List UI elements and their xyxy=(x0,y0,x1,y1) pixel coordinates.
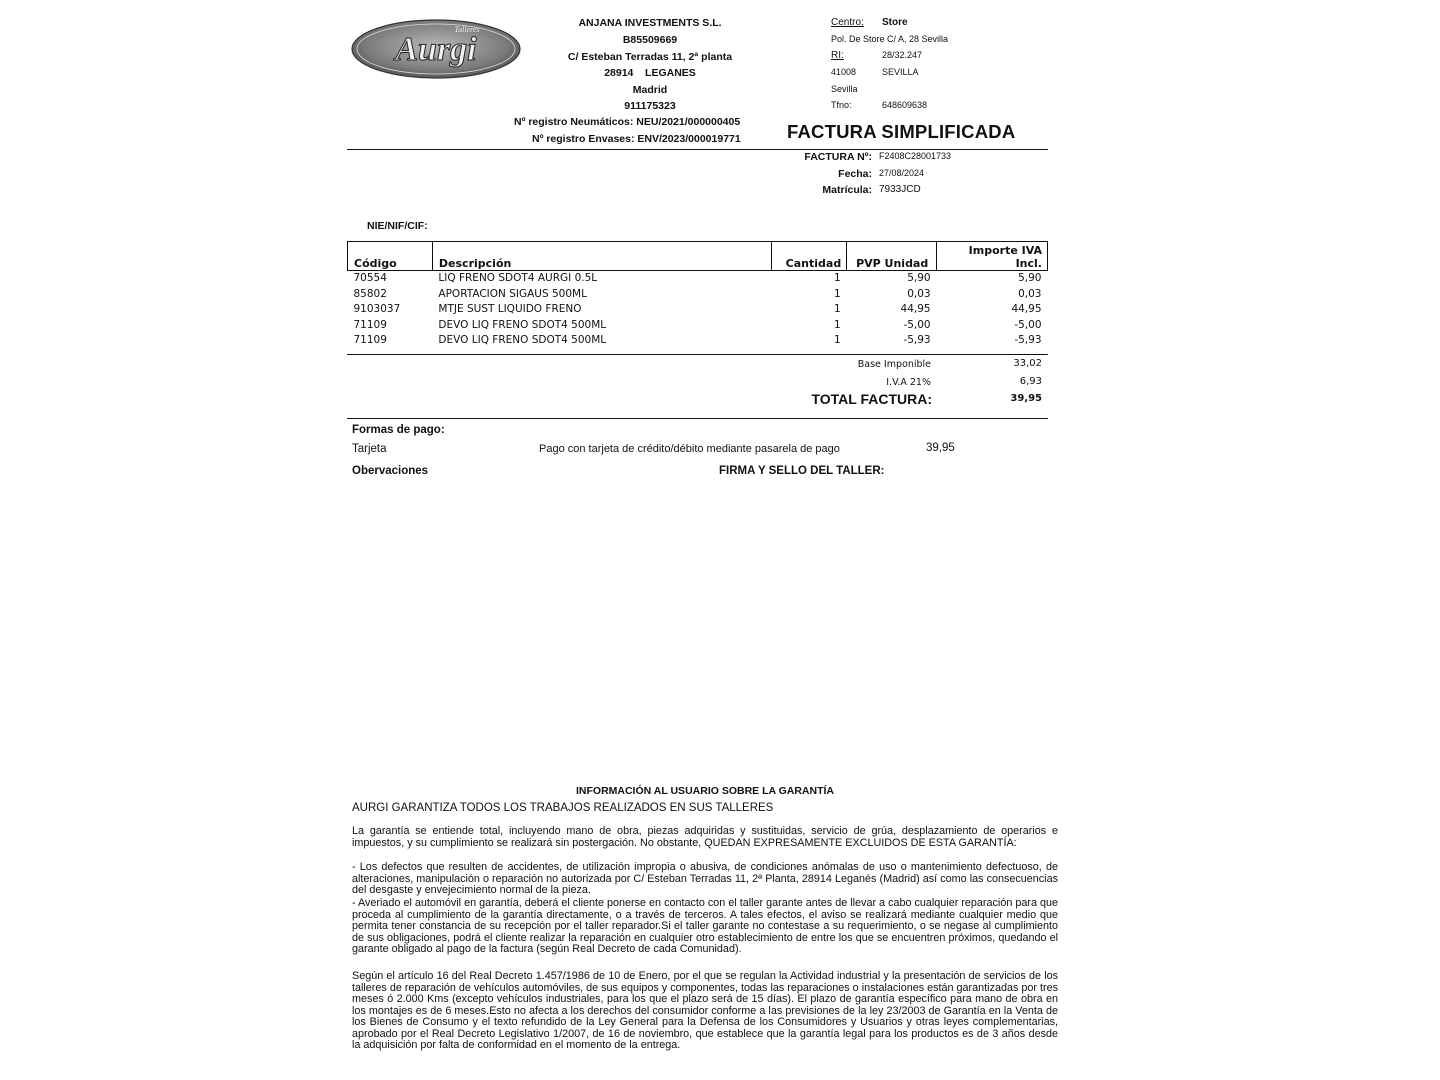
cell-importe: 0,03 xyxy=(1018,287,1042,300)
table-row xyxy=(348,333,1048,349)
cell-codigo: 71109 xyxy=(353,318,387,331)
cell-pvp: 5,90 xyxy=(907,272,931,284)
col-pvp: PVP Unidad xyxy=(847,242,937,271)
observaciones-label: Obervaciones xyxy=(352,465,429,477)
cell-codigo: 85802 xyxy=(353,287,387,300)
col-codigo: Código xyxy=(348,242,433,271)
warranty-title: INFORMACIÓN AL USUARIO SOBRE LA GARANTÍA xyxy=(575,785,835,797)
logo-tagline: Talleres xyxy=(454,25,480,34)
cell-cantidad: 1 xyxy=(834,287,841,300)
iva-value: 6,93 xyxy=(1019,376,1042,387)
centro-value: Store xyxy=(882,17,908,28)
warranty-paragraph: - Averiado el automóvil en garantía, deberá el cliente ponerse en contacto con el taller garante antes de llevar a cabo cualquier reparación para que proceda al cumplimiento de la garantía directamente, o a través de terceros. A tales efectos, el aviso se realizará mediante cualquier medio que permita tener constancia de su recepción por el taller reparador.Si el taller garante no contestase a su requerimiento, o se negase al cumplimiento de sus obligaciones, podrá el cliente realizar la reparación en cualquier otro establecimiento de entre los que se encuentren próximos, quedando el garante obligado al pago de la factura (según Real Decreto de cada Comunidad). xyxy=(352,897,1058,955)
col-cantidad: Cantidad xyxy=(772,242,847,271)
invoice-date: 27/08/2024 xyxy=(879,168,925,178)
document-title: FACTURA SIMPLIFICADA xyxy=(787,121,1016,142)
cell-descripcion: LIQ FRENO SDOT4 AURGI 0.5L xyxy=(438,272,598,284)
cell-codigo: 9103037 xyxy=(353,303,401,315)
table-row xyxy=(348,302,1048,318)
cell-descripcion: DEVO LIQ FRENO SDOT4 500ML xyxy=(438,318,607,331)
tfno-label: Tfno: xyxy=(831,100,852,110)
cell-descripcion: MTJE SUST LIQUIDO FRENO xyxy=(438,303,582,315)
table-header-row xyxy=(348,242,1048,271)
store-city: SEVILLA xyxy=(882,67,919,77)
store-province: Sevilla xyxy=(831,84,858,94)
cell-importe: 5,90 xyxy=(1018,272,1042,284)
cell-cantidad: 1 xyxy=(834,318,841,331)
tfno-value: 648609638 xyxy=(882,100,928,110)
cell-cantidad: 1 xyxy=(834,334,841,346)
cell-pvp: -5,93 xyxy=(903,334,931,346)
table-row xyxy=(348,271,1048,287)
items-table xyxy=(347,241,1048,349)
cell-pvp: 0,03 xyxy=(907,287,931,300)
payment-amount: 39,95 xyxy=(926,442,955,454)
cell-pvp: 44,95 xyxy=(900,303,931,315)
cell-importe: -5,00 xyxy=(1014,318,1042,331)
reg-neumaticos: Nº registro Neumáticos: NEU/2021/000000405 xyxy=(514,116,741,128)
company-city: 28914 LEGANES xyxy=(604,67,696,79)
plate-value: 7933JCD xyxy=(879,184,921,195)
ri-value: 28/32.247 xyxy=(882,50,923,60)
cell-importe: -5,93 xyxy=(1014,334,1042,346)
company-name: ANJANA INVESTMENTS S.L. xyxy=(578,17,722,29)
cell-descripcion: APORTACION SIGAUS 500ML xyxy=(438,287,587,300)
warranty-subtitle: AURGI GARANTIZA TODOS LOS TRABAJOS REALIZADOS EN SUS TALLERES xyxy=(352,802,774,814)
logo-brand: Aurgi xyxy=(395,31,477,68)
nif-label: NIE/NIF/CIF: xyxy=(367,220,428,232)
invoice-number-label: FACTURA Nº: xyxy=(804,151,872,163)
warranty-paragraph: - Los defectos que resulten de accidentes, de utilización impropia o abusiva, de condiciones anómalas de uso o mantenimiento defectuoso, de alteraciones, manipulación o reparación no autorizada por C/ Esteban Terradas 11, 2ª Planta, 28914 Leganés (Madrid) así como las consecuencias del desgaste y envejecimiento normal de la pieza. xyxy=(352,861,1058,896)
cell-codigo: 71109 xyxy=(353,334,387,346)
cell-cantidad: 1 xyxy=(834,303,841,315)
reg-envases: Nº registro Envases: ENV/2023/000019771 xyxy=(532,133,741,145)
cell-codigo: 70554 xyxy=(353,272,387,284)
company-cif: B85509669 xyxy=(622,34,678,46)
company-phone: 911175323 xyxy=(624,100,676,112)
invoice-date-label: Fecha: xyxy=(838,168,872,180)
payment-method: Tarjeta xyxy=(352,443,387,455)
company-address: C/ Esteban Terradas 11, 2ª planta xyxy=(567,51,733,63)
invoice-number: F2408C28001733 xyxy=(879,151,952,161)
iva-label: I.V.A 21% xyxy=(886,377,931,388)
cell-cantidad: 1 xyxy=(834,272,841,284)
col-descripcion: Descripción xyxy=(432,242,771,271)
centro-label: Centro: xyxy=(831,17,864,28)
payment-divider xyxy=(347,418,1048,419)
store-address: Pol. De Store C/ A, 28 Sevilla xyxy=(831,34,949,44)
payment-description: Pago con tarjeta de crédito/débito mediante pasarela de pago xyxy=(539,443,840,455)
ri-label: RI: xyxy=(831,50,844,61)
header-divider xyxy=(347,149,1048,150)
col-importe: Importe IVA Incl. xyxy=(937,242,1048,271)
company-province: Madrid xyxy=(632,84,668,96)
total-value: 39,95 xyxy=(1010,393,1042,404)
cell-importe: 44,95 xyxy=(1011,303,1042,315)
warranty-paragraph: La garantía se entiende total, incluyendo mano de obra, piezas adquiridas y sustituidas, servicio de grúa, desplazamiento de operarios e impuestos, y su cumplimiento se realizará sin postergación. No obstante, QUEDAN EXPRESAMENTE EXCLUIDOS DE ESTA GARANTÍA: xyxy=(352,825,1058,849)
cell-descripcion: DEVO LIQ FRENO SDOT4 500ML xyxy=(438,334,607,346)
firma-label: FIRMA Y SELLO DEL TALLER: xyxy=(719,465,885,477)
total-label: TOTAL FACTURA: xyxy=(811,391,932,407)
cell-pvp: -5,00 xyxy=(903,318,931,331)
base-imponible-value: 33,02 xyxy=(1013,358,1042,369)
table-row xyxy=(348,318,1048,334)
store-zip: 41008 xyxy=(831,67,857,77)
warranty-paragraph: Según el artículo 16 del Real Decreto 1.457/1986 de 10 de Enero, por el que se regulan la Actividad industrial y la presentación de servicios de los talleres de reparación de vehículos automóviles, de sus equipos y componentes, todas las reparaciones o instalaciones están garantizadas por tres meses ó 2.000 Kms (excepto vehículos industriales, para los que el plazo será de 15 días). El plazo de garantía específico para mano de obra en los montajes es de 6 meses.Esto no afecta a los derechos del consumidor conforme a las previsiones de la ley 23/2003 de Garantía en la Venta de los Bienes de Consumo y el texto refundido de la Ley General para la Defensa de los Consumidores y Usuarios y otras leyes complementarias, aprobado por el Real Decreto Legislativo 1/2007, de 16 de noviembro, que establece que la garantía legal para los productos es de 3 años desde la adquisición por falta de conformidad en el momento de la entrega. xyxy=(352,970,1058,1051)
plate-label: Matrícula: xyxy=(822,184,872,196)
payment-heading: Formas de pago: xyxy=(352,424,445,436)
table-row xyxy=(348,287,1048,303)
totals-divider xyxy=(347,354,1048,355)
aurgi-logo xyxy=(350,18,522,80)
base-imponible-label: Base Imponible xyxy=(857,359,931,370)
